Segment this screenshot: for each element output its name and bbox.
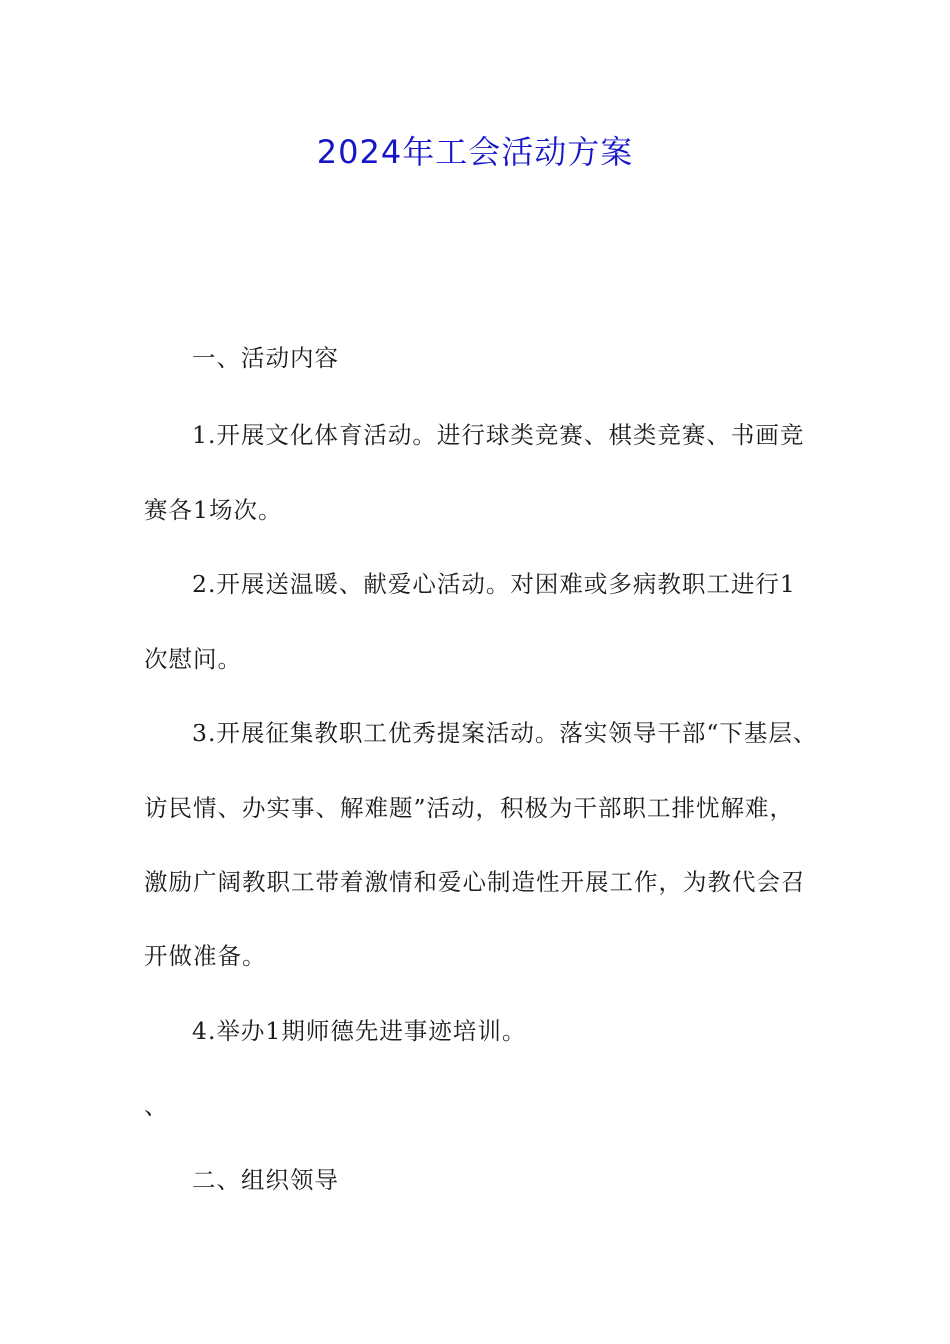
paragraph-line: 3.开展征集教职工优秀提案活动。落实领导干部“下基层、 [192,719,818,747]
paragraph-line: 访民情、办实事、解难题”活动，积极为干部职工排忧解难， [144,794,795,822]
section-heading-organization: 二、组织领导 [192,1166,339,1194]
stray-mark: 、 [144,1092,169,1120]
paragraph-line: 1.开展文化体育活动。进行球类竞赛、棋类竞赛、书画竞 [192,421,805,449]
section-heading-activity-content: 一、活动内容 [192,344,339,372]
paragraph-line: 激励广阔教职工带着激情和爱心制造性开展工作，为教代会召 [144,868,806,896]
paragraph-line: 赛各1场次。 [144,496,283,524]
paragraph-line: 开做准备。 [144,942,267,970]
paragraph-line: 4.举办1期师德先进事迹培训。 [192,1017,527,1045]
paragraph-line: 2.开展送温暖、献爱心活动。对困难或多病教职工进行1 [192,570,796,598]
paragraph-line: 次慰问。 [144,645,242,673]
document-title: 2024年工会活动方案 [316,133,634,171]
